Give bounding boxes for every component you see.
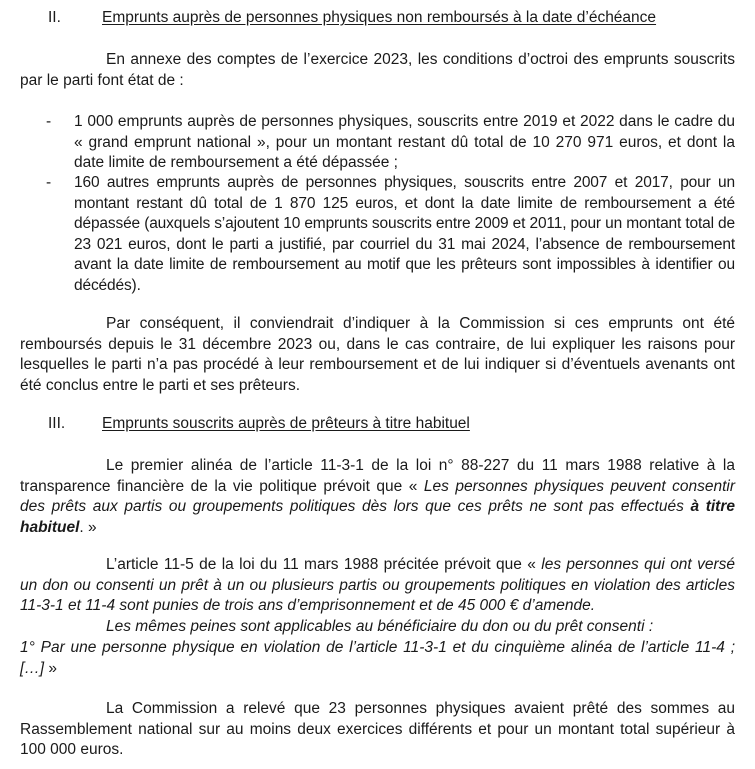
section-iii-number: III. bbox=[48, 415, 66, 432]
p2-quote: les personnes qui ont versé un don ou consenti un prêt à un ou plusieurs partis ou groupements politiques en violation des articles 11-3-1 et 11-4 sont punies de trois ans d’emprisonnement et de 45 000 € d’amende. bbox=[20, 556, 735, 614]
section-iii-heading bbox=[48, 414, 470, 435]
p1-quote-bold: à titre habituel bbox=[20, 498, 735, 536]
section-iii-paragraph-1 bbox=[20, 456, 735, 538]
p1-end: . » bbox=[79, 518, 97, 536]
section-iii-paragraph-2 bbox=[20, 555, 735, 617]
section-iii-title: Emprunts souscrits auprès de prêteurs à titre habituel bbox=[102, 415, 470, 432]
section-ii-title: Emprunts auprès de personnes physiques non remboursés à la date d’échéance bbox=[102, 9, 657, 26]
p2-intro: L’article 11-5 de la loi du 11 mars 1988 précitée prévoit que « bbox=[106, 556, 542, 573]
section-ii-heading bbox=[48, 8, 656, 29]
section-iii-paragraph-3: La Commission a relevé que 23 personnes physiques avaient prêté des sommes au Rassemblement national sur au moins deux exercices différents et pour un montant total supérieur à 100 000 euros. bbox=[20, 700, 735, 758]
bullet-text: 1 000 emprunts auprès de personnes physiques, souscrits entre 2019 et 2022 dans le cadre du « grand emprunt national », pour un montant restant dû total de 10 270 971 euros, et dont la date limite de remboursement a été dépassée ; bbox=[74, 113, 735, 171]
bullet-dash: - bbox=[46, 174, 52, 191]
section-ii-bullet-1 bbox=[46, 112, 735, 174]
section-ii-intro: En annexe des comptes de l’exercice 2023, les conditions d’octroi des emprunts souscrits par le parti font état de : bbox=[20, 51, 735, 89]
section-ii-number: II. bbox=[48, 9, 61, 26]
section-ii-bullet-2 bbox=[46, 173, 735, 296]
section-iii-quote-line-3 bbox=[20, 638, 735, 679]
p2-quote-line2: Les mêmes peines sont applicables au bénéficiaire du don ou du prêt consenti : bbox=[106, 618, 654, 635]
p2-quote-line3: 1° Par une personne physique en violation de l’article 11-3-1 et du cinquième alinéa de l’article 11-4 ; […] bbox=[20, 639, 735, 677]
bullet-dash: - bbox=[46, 113, 52, 130]
section-ii-conclusion: Par conséquent, il conviendrait d’indiquer à la Commission si ces emprunts ont été remboursés depuis le 31 décembre 2023 ou, dans le cas contraire, de lui expliquer les raisons pour lesquelles le parti n’a pas procédé à leur remboursement et de lui indiquer si d’éventuels avenants ont été conclus entre le parti et ses prêteurs. bbox=[20, 315, 735, 394]
p1-quote: Les personnes physiques peuvent consentir des prêts aux partis ou groupements politiques dès lors que ces prêts ne sont pas effectués bbox=[20, 477, 735, 515]
p1-intro: Le premier alinéa de l’article 11-3-1 de la loi n° 88-227 du 11 mars 1988 relative à la transparence financière de la vie politique prévoit que « bbox=[20, 457, 735, 495]
p2-end: » bbox=[44, 659, 58, 677]
section-iii-quote-line-2 bbox=[20, 617, 735, 638]
bullet-text: 160 autres emprunts auprès de personnes physiques, souscrits entre 2007 et 2017, pour un montant restant dû total de 1 870 125 euros, et dont la date limite de remboursement a été dépassée (auxquels s’ajoutent 10 emprunts souscrits entre 2009 et 2011, pour un montant total de 23 021 euros, dont le parti a justifié, par courriel du 31 mai 2024, l’absence de remboursement avant la date limite de remboursement au motif que les prêteurs sont impossibles à identifier ou décédés). bbox=[74, 174, 735, 294]
